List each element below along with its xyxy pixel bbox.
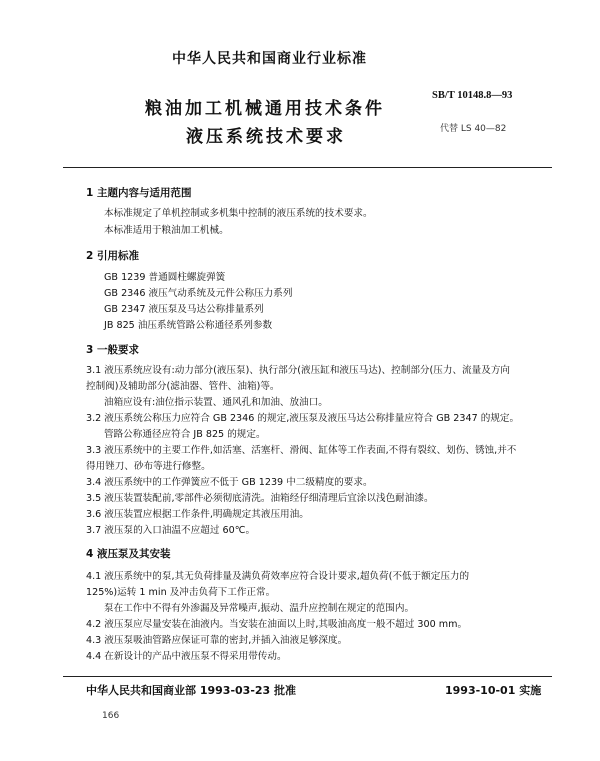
effective-date: 1993-10-01 实施 — [445, 684, 542, 697]
section-3-heading: 3 一般要求 — [86, 344, 139, 356]
clause-4-1: 4.1 液压系统中的泵,其无负荷排量及满负荷效率应符合设计要求,超负荷(不低于额定压力的 — [86, 571, 470, 582]
clause-3-2: 3.2 液压系统公称压力应符合 GB 2346 的规定,液压泵及液压马达公称排量应符合 GB 2347 的规定。 — [86, 413, 520, 424]
section-4-heading: 4 液压泵及其安装 — [86, 548, 171, 560]
reference-item: GB 1239 普通圆柱螺旋弹簧 — [104, 272, 226, 283]
footer-divider — [63, 676, 552, 677]
clause-3-1-cont: 控制阀)及辅助部分(滤油器、管件、油箱)等。 — [86, 381, 280, 392]
section-1-paragraph: 本标准适用于粮油加工机械。 — [104, 225, 229, 236]
clause-3-1-cont: 油箱应设有:油位指示装置、通风孔和加油、放油口。 — [104, 397, 328, 408]
clause-3-6: 3.6 液压装置应根据工作条件,明确规定其液压用油。 — [86, 509, 309, 520]
reference-item: JB 825 油压系统管路公称通径系列参数 — [104, 320, 273, 331]
header-divider — [63, 167, 552, 168]
clause-4-4: 4.4 在新设计的产品中液压泵不得采用带传动。 — [86, 651, 287, 662]
reference-item: GB 2347 液压泵及马达公称排量系列 — [104, 304, 264, 315]
clause-3-7: 3.7 液压泵的入口油温不应超过 60℃。 — [86, 525, 256, 536]
clause-3-5: 3.5 液压装置装配前,零部件必须彻底清洗。油箱经仔细清理后宜涂以浅色耐油漆。 — [86, 493, 434, 504]
approval-date: 中华人民共和国商业部 1993-03-23 批准 — [86, 684, 297, 697]
clause-4-1-cont: 泵在工作中不得有外渗漏及异常噪声,振动、温升应控制在规定的范围内。 — [104, 603, 415, 614]
clause-3-3: 3.3 液压系统中的主要工作件,如活塞、活塞杆、滑阀、缸体等工作表面,不得有裂纹、划伤、锈蚀,并不 — [86, 445, 517, 456]
replaces-note: 代替 LS 40—82 — [440, 124, 507, 134]
standard-code: SB/T 10148.8—93 — [432, 90, 513, 101]
section-2-heading: 2 引用标准 — [86, 250, 139, 262]
clause-3-2-cont: 管路公称通径应符合 JB 825 的规定。 — [104, 429, 266, 440]
standard-category: 中华人民共和国商业行业标准 — [172, 51, 367, 67]
document-title-line2: 液压系统技术要求 — [186, 127, 346, 147]
clause-4-3: 4.3 液压泵吸油管路应保证可靠的密封,并插入油液足够深度。 — [86, 635, 348, 646]
clause-4-2: 4.2 液压泵应尽量安装在油液内。当安装在油面以上时,其吸油高度一般不超过 300 mm。 — [86, 619, 468, 630]
clause-3-3-cont: 得用锉刀、砂布等进行修整。 — [86, 461, 211, 472]
document-title-line1: 粮油加工机械通用技术条件 — [145, 99, 385, 119]
section-1-paragraph: 本标准规定了单机控制或多机集中控制的液压系统的技术要求。 — [104, 208, 373, 219]
page-number: 166 — [102, 711, 120, 721]
section-1-heading: 1 主题内容与适用范围 — [86, 187, 192, 199]
clause-3-4: 3.4 液压系统中的工作弹簧应不低于 GB 1239 中二级精度的要求。 — [86, 477, 373, 488]
reference-item: GB 2346 液压气动系统及元件公称压力系列 — [104, 288, 293, 299]
clause-3-1: 3.1 液压系统应设有:动力部分(液压泵)、执行部分(液压缸和液压马达)、控制部分(压力、流量及方向 — [86, 365, 511, 376]
clause-4-1-cont: 125%)运转 1 min 及冲击负荷下工作正常。 — [86, 587, 276, 598]
